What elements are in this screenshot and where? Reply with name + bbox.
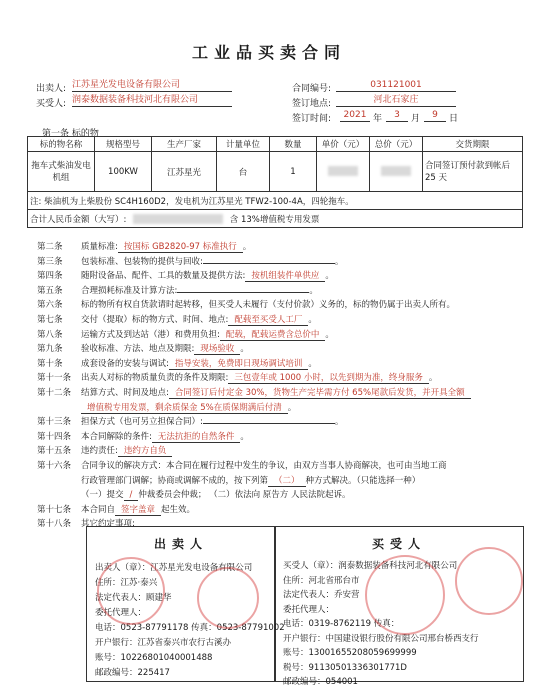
clause-value: 无法抗拒的自然条件 [152, 430, 241, 443]
th-model: 规格型号 [95, 137, 152, 152]
clause-row [37, 255, 343, 267]
signature-row: 税号：91130501336301771D [283, 662, 407, 673]
page-title: 工业品买卖合同 [191, 43, 346, 62]
clause-tail: 。 [240, 344, 249, 355]
clause-tail: 。 [242, 242, 252, 252]
clause-row [37, 357, 317, 370]
sign-place-label: 签订地点: [292, 99, 332, 109]
seller-signature-box [86, 526, 285, 682]
clause-value: 配载至买受人工厂 [228, 313, 308, 326]
cell-maker: 江苏星光 [152, 152, 217, 192]
th-name: 标的物名称 [28, 137, 95, 152]
cell-qty: 1 [270, 152, 317, 192]
buyer-stamp [365, 555, 445, 635]
sign-month: 3 [386, 110, 408, 122]
clause-row [37, 430, 249, 443]
clause-value: （二） [268, 474, 306, 487]
clause-number: 第十二条 [37, 388, 72, 398]
clause-number: 第二条 [37, 242, 63, 252]
clause-number: 第十条 [37, 358, 63, 369]
clause-row [37, 240, 251, 253]
clause-tail: 仲裁委员会仲裁； （二）依法向 原告方 人民法院起诉。 [138, 490, 351, 501]
section1-title: 第一条 标的物 [42, 129, 99, 139]
total-label: 合计人民币金额（大写）: [30, 214, 127, 225]
signature-row: 法定代表人：乔安营 [283, 590, 360, 600]
buyer-value: 润泰数据装备科技河北有限公司 [72, 95, 232, 107]
clause-value: 三包壹年或 1000 小时，以先到期为准，终身服务 [228, 371, 429, 384]
cell-price [317, 152, 370, 192]
goods-table [27, 136, 523, 228]
signature-row: 账号：10226801040001488 [95, 653, 213, 663]
th-maker: 生产厂家 [152, 137, 217, 152]
cell-unit: 台 [217, 152, 270, 192]
clause-tail: 。 [325, 329, 334, 340]
clause-number: 第六条 [37, 300, 63, 311]
clause-row [37, 298, 455, 310]
signature-row: 账号：13001655208059699999 [283, 648, 417, 658]
clause-text: 担保方式（也可另立担保合同）: [81, 417, 203, 428]
signature-row: 住所：江苏·泰兴 [95, 578, 158, 588]
clause-value [177, 292, 309, 293]
contract-no-label: 合同编号: [292, 84, 332, 94]
signature-row: 电话：0319-8762119 传真： [283, 619, 400, 629]
signature-row: 开户银行：江苏省泰兴市农行古溪办 [95, 638, 232, 648]
clause-text: 违约责任: [81, 446, 118, 457]
seller-value: 江苏星光发电设备有限公司 [72, 80, 232, 92]
goods-note-row [28, 192, 523, 210]
redacted-price [328, 166, 358, 176]
clause-text: 成套设备的安装与调试: [81, 358, 169, 369]
clause-text: 标的物所有权自货款请时起转移，但买受人未履行（支付价款）义务的，标的物仍属于出卖人所有。 [81, 300, 456, 311]
clause-number: 第十一条 [37, 373, 72, 384]
clause-row [37, 386, 471, 399]
clause-row [37, 415, 343, 427]
clause-number: 第十八条 [37, 519, 72, 530]
clause-text: 出卖人对标的物质量负责的条件及期限: [81, 373, 229, 384]
seller-stamp [97, 557, 165, 625]
clause-text: 验收标准、方法、地点及期限: [81, 344, 195, 355]
year-char: 年 [373, 114, 383, 124]
sign-year: 2021 [340, 110, 370, 122]
clause-row [37, 342, 249, 355]
clause-number: 第七条 [37, 315, 63, 325]
sign-day: 9 [424, 110, 446, 122]
clause-number: 第十七条 [37, 504, 72, 515]
signature-row: 电话：0523-87791178 传真：0523-87791002 [95, 623, 285, 633]
clause-number: 第五条 [37, 285, 63, 296]
th-delivery: 交货期限 [423, 137, 523, 152]
signature-row: 邮政编号：054001 [283, 677, 358, 687]
seller-label: 出卖人: [36, 84, 67, 94]
clause-row [37, 328, 334, 341]
th-unit: 计量单位 [217, 137, 270, 152]
clause-row [37, 459, 447, 471]
goods-total-row [28, 210, 523, 228]
clause-number: 第九条 [37, 344, 63, 355]
clause-value: 按国标 GB2820-97 标准执行 [118, 240, 243, 253]
signature-row: 出卖人（章）：江苏星光发电设备有限公司 [95, 563, 253, 573]
clause-tail: 。 [334, 417, 344, 428]
clause-text: 运输方式及到达站（港）和费用负担: [81, 329, 220, 340]
clause-value: 按机组装件单供应 [245, 269, 325, 282]
th-qty: 数量 [270, 137, 317, 152]
redacted-total-amount [133, 214, 223, 224]
total-suffix: 含 13%增值税专用发票 [229, 214, 320, 225]
buyer-signature-box [274, 526, 524, 687]
clause-value: 指导安装，免费即日现场调试培训 [169, 357, 309, 370]
clause-tail: 。 [240, 431, 249, 442]
clause-tail: 。 [309, 285, 318, 296]
cell-name: 拖车式柴油发电机组 [28, 152, 95, 192]
clause-text: 本合同解除的条件: [81, 431, 152, 442]
signature-row: 邮政编号：225417 [95, 668, 170, 678]
day-char: 日 [449, 114, 459, 124]
clause-value: 签字盖章 [115, 503, 161, 516]
clause-tail: 。 [308, 315, 317, 325]
goods-total-cell [28, 210, 523, 228]
clause-number: 第十四条 [37, 431, 72, 442]
clause-row [37, 444, 172, 457]
buyer-box-heading: 买受人 [371, 537, 426, 551]
clause-row [37, 401, 296, 414]
clause-value [203, 263, 335, 264]
signature-row: 法定代表人：顾建华 [95, 593, 172, 603]
clause-tail: 种方式解决。（只能选择一种） [305, 475, 421, 486]
clause-number: 第四条 [37, 271, 63, 282]
clause-text: 交付（提取）标的物方式、时间、地点: [81, 315, 229, 325]
clause-number: 第三条 [37, 256, 63, 267]
clause-value: 增值税专用发票，剩余质保金 5%在质保期满后付清 [81, 401, 288, 414]
clause-tail: 。 [308, 358, 317, 369]
signature-row: 委托代理人： [95, 608, 147, 618]
th-price: 单价（元） [317, 137, 370, 152]
clause-row [37, 313, 317, 326]
clause-value: / [124, 490, 139, 501]
goods-header-row [28, 137, 523, 152]
cell-model: 100KW [95, 152, 152, 192]
clause-text: 行政管理部门调解；协商或调解不成的，按下列第 [81, 475, 269, 486]
goods-row [28, 152, 523, 192]
clause-tail: 。 [325, 271, 334, 282]
clause-text: （一）提交 [81, 490, 124, 501]
clause-value: 现场验收 [194, 342, 240, 355]
clause-number: 第十五条 [37, 446, 72, 457]
clause-text: 结算方式、时间及地点: [81, 388, 169, 398]
clause-text: 包装标准、包装物的提供与回收: [81, 256, 203, 267]
clause-number: 第八条 [37, 329, 63, 340]
clause-number: 第十六条 [37, 461, 72, 471]
cell-total [370, 152, 423, 192]
buyer-label: 买受人: [36, 99, 67, 109]
clause-row [37, 269, 334, 282]
sign-place-value: 河北石家庄 [336, 95, 456, 107]
clause-tail: 。 [334, 256, 344, 267]
clause-row [37, 371, 437, 384]
clause-value [203, 423, 335, 424]
signature-row: 开户银行：中国建设银行股份有限公司邢台桥西支行 [283, 633, 479, 644]
th-total: 总价（元） [370, 137, 423, 152]
clause-text: 其它约定事项: [81, 519, 135, 530]
clause-row [37, 284, 318, 296]
clause-value: 合同签订后付定金 30%，货物生产完毕需方付 65%尾款后发货，并开具全额 [169, 386, 471, 399]
redacted-total [381, 166, 411, 176]
buyer-contract-stamp [455, 547, 523, 615]
clause-text: 合理损耗标准及计算方法: [81, 285, 178, 296]
clause-number: 第十三条 [37, 417, 72, 428]
clause-text: 本合同自 [81, 504, 116, 515]
seller-contract-stamp [197, 567, 259, 629]
clause-row [37, 474, 420, 487]
contract-no-value: 031121001 [336, 80, 456, 92]
clause-text: 质量标准: [81, 242, 118, 252]
clause-tail: 起生效。 [161, 504, 196, 515]
seller-box-heading: 出卖人 [153, 537, 208, 551]
signature-row: 委托代理人： [283, 604, 335, 615]
month-char: 月 [411, 114, 421, 124]
clause-value: 违约方自负 [118, 444, 173, 457]
clause-row [37, 488, 351, 501]
clause-value: 配载，配载运费含总价中 [220, 328, 326, 341]
signature-row: 买受人（章）：润泰数据装备科技河北有限公司 [283, 561, 458, 571]
cell-delivery: 合同签订预付款到帐后 25 天 [423, 152, 523, 192]
clause-text: 随附设备品、配件、工具的数量及提供方法: [81, 271, 246, 282]
sign-time-label: 签订时间: [292, 114, 332, 124]
clause-text: 合同争议的解决方式：本合同在履行过程中发生的争议，由双方当事人协商解决，也可由当地工商 [81, 461, 447, 471]
clause-tail: 。 [287, 402, 297, 413]
clause-row [37, 503, 195, 516]
clause-tail: 。 [428, 373, 438, 384]
signature-row: 住所：河北省邢台市 [283, 575, 360, 586]
goods-note: 注: 柴油机为上柴股份 SC4H160D2，发电机为江苏星光 TFW2-100-4A，四轮拖车。 [28, 192, 523, 210]
